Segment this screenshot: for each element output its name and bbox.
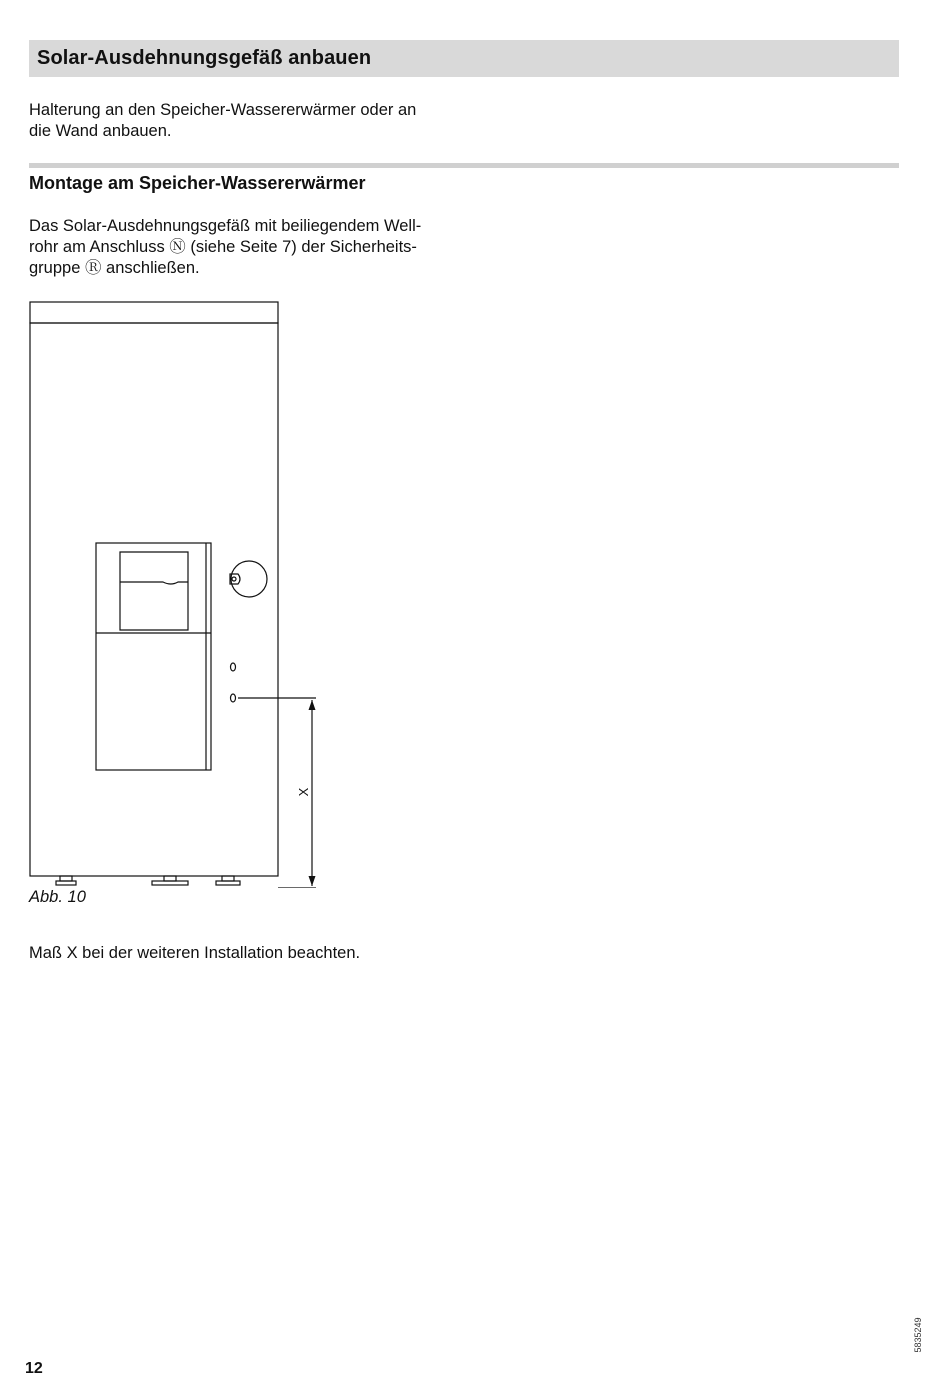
heater-top-cap (30, 302, 278, 323)
intro-line-2: die Wand anbauen. (29, 122, 172, 140)
subsection-line-2: rohr am Anschluss Ⓝ (siehe Seite 7) der Sicherheits- (29, 238, 417, 256)
control-panel (96, 543, 211, 770)
subsection-line-3: gruppe Ⓡ anschließen. (29, 259, 200, 277)
dimension-label: X (296, 787, 311, 797)
intro-paragraph (29, 100, 449, 142)
heater-body (30, 323, 278, 876)
foot-middle (164, 876, 176, 881)
arrow-down (309, 876, 316, 886)
section-divider (29, 163, 899, 168)
intro-line-1: Halterung an den Speicher-Wassererwärmer oder an (29, 101, 417, 119)
section-header (29, 40, 899, 77)
document-number: 5835249 (913, 1317, 923, 1353)
note-paragraph: Maß X bei der weiteren Installation beachten. (29, 944, 361, 962)
foot-left (60, 876, 72, 881)
foot-right (222, 876, 234, 881)
subsection-title: Montage am Speicher-Wassererwärmer (29, 173, 366, 193)
page-number: 12 (25, 1360, 43, 1377)
display-window (120, 552, 188, 630)
section-title: Solar-Ausdehnungsgefäß anbauen (37, 47, 372, 69)
subsection-paragraph (29, 216, 449, 279)
arrow-up (309, 700, 316, 710)
figure-caption: Abb. 10 (29, 888, 86, 906)
connection-upper (231, 663, 236, 671)
water-heater-drawing (25, 296, 325, 888)
connection-lower (231, 694, 236, 702)
subsection-line-1: Das Solar-Ausdehnungsgefäß mit beiliegendem Well- (29, 217, 422, 235)
